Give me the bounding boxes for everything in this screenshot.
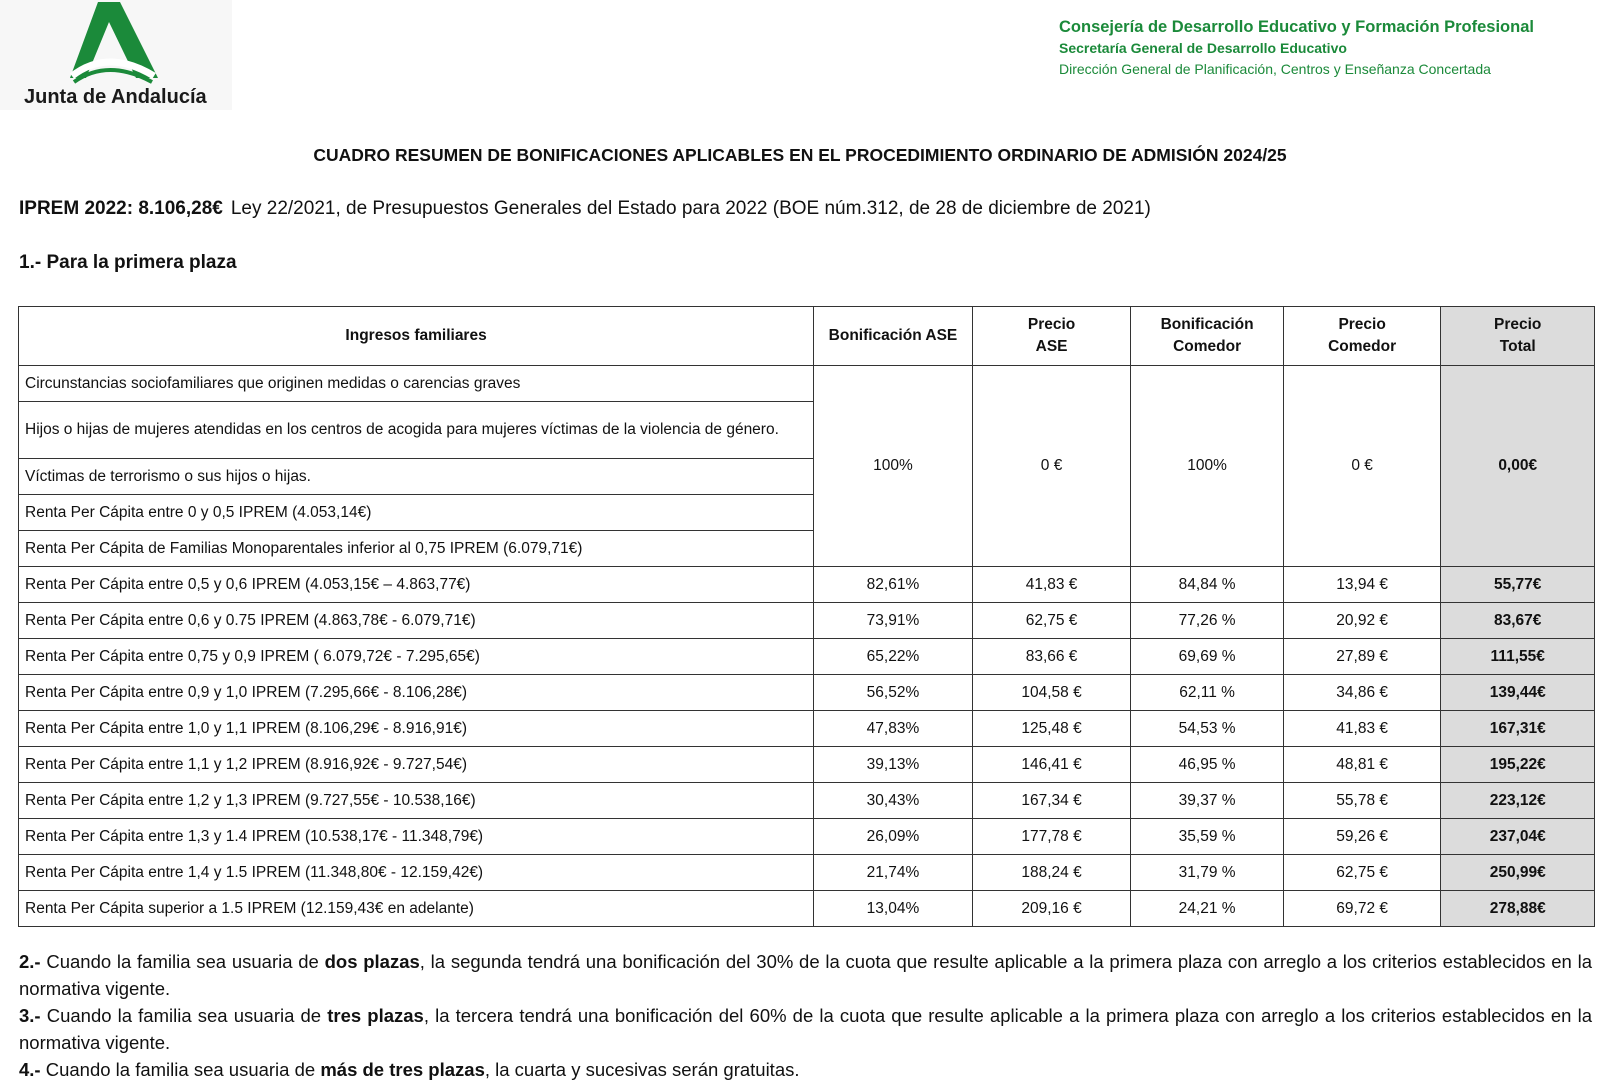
row-label: Renta Per Cápita de Familias Monoparentales inferior al 0,75 IPREM (6.079,71€) [19, 531, 814, 567]
precio-ase-cell: 167,34 € [972, 783, 1131, 819]
row-label: Renta Per Cápita entre 1,2 y 1,3 IPREM (9.727,55€ - 10.538,16€) [19, 783, 814, 819]
table-row [19, 366, 1595, 402]
bonificacion-ase-cell: 26,09% [814, 819, 973, 855]
table-row [19, 855, 1595, 891]
header-ingresos: Ingresos familiares [19, 307, 814, 366]
precio-ase-cell: 41,83 € [972, 567, 1131, 603]
bonificacion-comedor-cell: 54,53 % [1131, 711, 1283, 747]
notes [19, 948, 1592, 1083]
precio-ase-cell: 0 € [972, 366, 1131, 567]
bonificacion-ase-cell: 47,83% [814, 711, 973, 747]
table-row [19, 603, 1595, 639]
header-bonificacion-comedor: Bonificación Comedor [1131, 307, 1283, 366]
junta-a-icon [68, 0, 158, 84]
header-precio-ase: Precio ASE [972, 307, 1131, 366]
row-label: Renta Per Cápita entre 0,5 y 0,6 IPREM (4.053,15€ – 4.863,77€) [19, 567, 814, 603]
precio-comedor-cell: 69,72 € [1283, 891, 1441, 927]
precio-ase-cell: 177,78 € [972, 819, 1131, 855]
org-block [1059, 17, 1534, 80]
table-row [19, 891, 1595, 927]
header-bonificacion-ase: Bonificación ASE [814, 307, 973, 366]
precio-ase-cell: 146,41 € [972, 747, 1131, 783]
row-label: Renta Per Cápita superior a 1.5 IPREM (12.159,43€ en adelante) [19, 891, 814, 927]
note-4: 4.- Cuando la familia sea usuaria de más de tres plazas, la cuarta y sucesivas serán gratuitas. [19, 1059, 800, 1080]
precio-comedor-cell: 62,75 € [1283, 855, 1441, 891]
note-2: 2.- Cuando la familia sea usuaria de dos plazas, la segunda tendrá una bonificación del 30% de la cuota que resulte aplicable a la primera plaza con arreglo a los criterios establecidos en la normativa vigente. [19, 951, 1592, 999]
precio-total-cell: 83,67€ [1441, 603, 1595, 639]
row-label: Renta Per Cápita entre 0,75 y 0,9 IPREM ( 6.079,72€ - 7.295,65€) [19, 639, 814, 675]
precio-total-cell: 237,04€ [1441, 819, 1595, 855]
bonificacion-ase-cell: 21,74% [814, 855, 973, 891]
table-row [19, 747, 1595, 783]
bonificacion-comedor-cell: 35,59 % [1131, 819, 1283, 855]
section-title: 1.- Para la primera plaza [19, 252, 237, 273]
row-label: Circunstancias sociofamiliares que originen medidas o carencias graves [19, 366, 814, 402]
bonificaciones-table [18, 306, 1595, 927]
table-row [19, 783, 1595, 819]
precio-total-cell: 55,77€ [1441, 567, 1595, 603]
bonificacion-comedor-cell: 84,84 % [1131, 567, 1283, 603]
header-precio-comedor: Precio Comedor [1283, 307, 1441, 366]
bonificacion-comedor-cell: 77,26 % [1131, 603, 1283, 639]
precio-comedor-cell: 13,94 € [1283, 567, 1441, 603]
bonificacion-ase-cell: 39,13% [814, 747, 973, 783]
row-label: Hijos o hijas de mujeres atendidas en los centros de acogida para mujeres víctimas de la violencia de género. [19, 402, 814, 459]
precio-comedor-cell: 48,81 € [1283, 747, 1441, 783]
precio-total-cell: 139,44€ [1441, 675, 1595, 711]
bonificacion-comedor-cell: 100% [1131, 366, 1283, 567]
bonificacion-comedor-cell: 24,21 % [1131, 891, 1283, 927]
precio-ase-cell: 125,48 € [972, 711, 1131, 747]
precio-comedor-cell: 59,26 € [1283, 819, 1441, 855]
table-row [19, 567, 1595, 603]
precio-comedor-cell: 41,83 € [1283, 711, 1441, 747]
row-label: Renta Per Cápita entre 1,4 y 1.5 IPREM (11.348,80€ - 12.159,42€) [19, 855, 814, 891]
row-label: Renta Per Cápita entre 1,3 y 1.4 IPREM (10.538,17€ - 11.348,79€) [19, 819, 814, 855]
table-header-row [19, 307, 1595, 366]
row-label: Renta Per Cápita entre 0,6 y 0.75 IPREM (4.863,78€ - 6.079,71€) [19, 603, 814, 639]
precio-ase-cell: 83,66 € [972, 639, 1131, 675]
precio-total-cell: 0,00€ [1441, 366, 1595, 567]
bonificacion-comedor-cell: 62,11 % [1131, 675, 1283, 711]
iprem-label: IPREM 2022: 8.106,28€ [19, 198, 223, 219]
bonificacion-comedor-cell: 39,37 % [1131, 783, 1283, 819]
bonificacion-ase-cell: 65,22% [814, 639, 973, 675]
precio-comedor-cell: 27,89 € [1283, 639, 1441, 675]
bonificacion-ase-cell: 82,61% [814, 567, 973, 603]
logo-text: Junta de Andalucía [24, 86, 207, 108]
table-row [19, 675, 1595, 711]
precio-total-cell: 195,22€ [1441, 747, 1595, 783]
org-line-3: Dirección General de Planificación, Centros y Enseñanza Concertada [1059, 61, 1491, 77]
precio-total-cell: 223,12€ [1441, 783, 1595, 819]
bonificacion-ase-cell: 30,43% [814, 783, 973, 819]
header-precio-total: Precio Total [1441, 307, 1595, 366]
row-label: Renta Per Cápita entre 0 y 0,5 IPREM (4.053,14€) [19, 495, 814, 531]
table-row [19, 819, 1595, 855]
precio-comedor-cell: 34,86 € [1283, 675, 1441, 711]
row-label: Víctimas de terrorismo o sus hijos o hijas. [19, 459, 814, 495]
org-line-2: Secretaría General de Desarrollo Educativo [1059, 40, 1347, 56]
precio-total-cell: 167,31€ [1441, 711, 1595, 747]
bonificacion-ase-cell: 73,91% [814, 603, 973, 639]
row-label: Renta Per Cápita entre 1,1 y 1,2 IPREM (8.916,92€ - 9.727,54€) [19, 747, 814, 783]
bonificacion-ase-cell: 100% [814, 366, 973, 567]
precio-total-cell: 111,55€ [1441, 639, 1595, 675]
iprem-text: Ley 22/2021, de Presupuestos Generales del Estado para 2022 (BOE núm.312, de 28 de diciembre de 2021) [230, 198, 1151, 219]
org-line-1: Consejería de Desarrollo Educativo y Formación Profesional [1059, 18, 1534, 36]
table-row [19, 711, 1595, 747]
iprem-line [19, 198, 1151, 220]
precio-comedor-cell: 0 € [1283, 366, 1441, 567]
bonificacion-comedor-cell: 69,69 % [1131, 639, 1283, 675]
bonificacion-ase-cell: 56,52% [814, 675, 973, 711]
precio-ase-cell: 104,58 € [972, 675, 1131, 711]
bonificacion-ase-cell: 13,04% [814, 891, 973, 927]
precio-ase-cell: 188,24 € [972, 855, 1131, 891]
precio-ase-cell: 209,16 € [972, 891, 1131, 927]
precio-comedor-cell: 55,78 € [1283, 783, 1441, 819]
document-title: CUADRO RESUMEN DE BONIFICACIONES APLICABLES EN EL PROCEDIMIENTO ORDINARIO DE ADMISIÓN 2024/25 [313, 145, 1287, 165]
precio-ase-cell: 62,75 € [972, 603, 1131, 639]
precio-total-cell: 250,99€ [1441, 855, 1595, 891]
bonificacion-comedor-cell: 31,79 % [1131, 855, 1283, 891]
row-label: Renta Per Cápita entre 1,0 y 1,1 IPREM (8.106,29€ - 8.916,91€) [19, 711, 814, 747]
precio-comedor-cell: 20,92 € [1283, 603, 1441, 639]
precio-total-cell: 278,88€ [1441, 891, 1595, 927]
junta-logo [0, 0, 232, 110]
row-label: Renta Per Cápita entre 0,9 y 1,0 IPREM (7.295,66€ - 8.106,28€) [19, 675, 814, 711]
bonificacion-comedor-cell: 46,95 % [1131, 747, 1283, 783]
note-3: 3.- Cuando la familia sea usuaria de tres plazas, la tercera tendrá una bonificación del 60% de la cuota que resulte aplicable a la primera plaza con arreglo a los criterios establecidos en la normativa vigente. [19, 1005, 1592, 1053]
table-row [19, 639, 1595, 675]
